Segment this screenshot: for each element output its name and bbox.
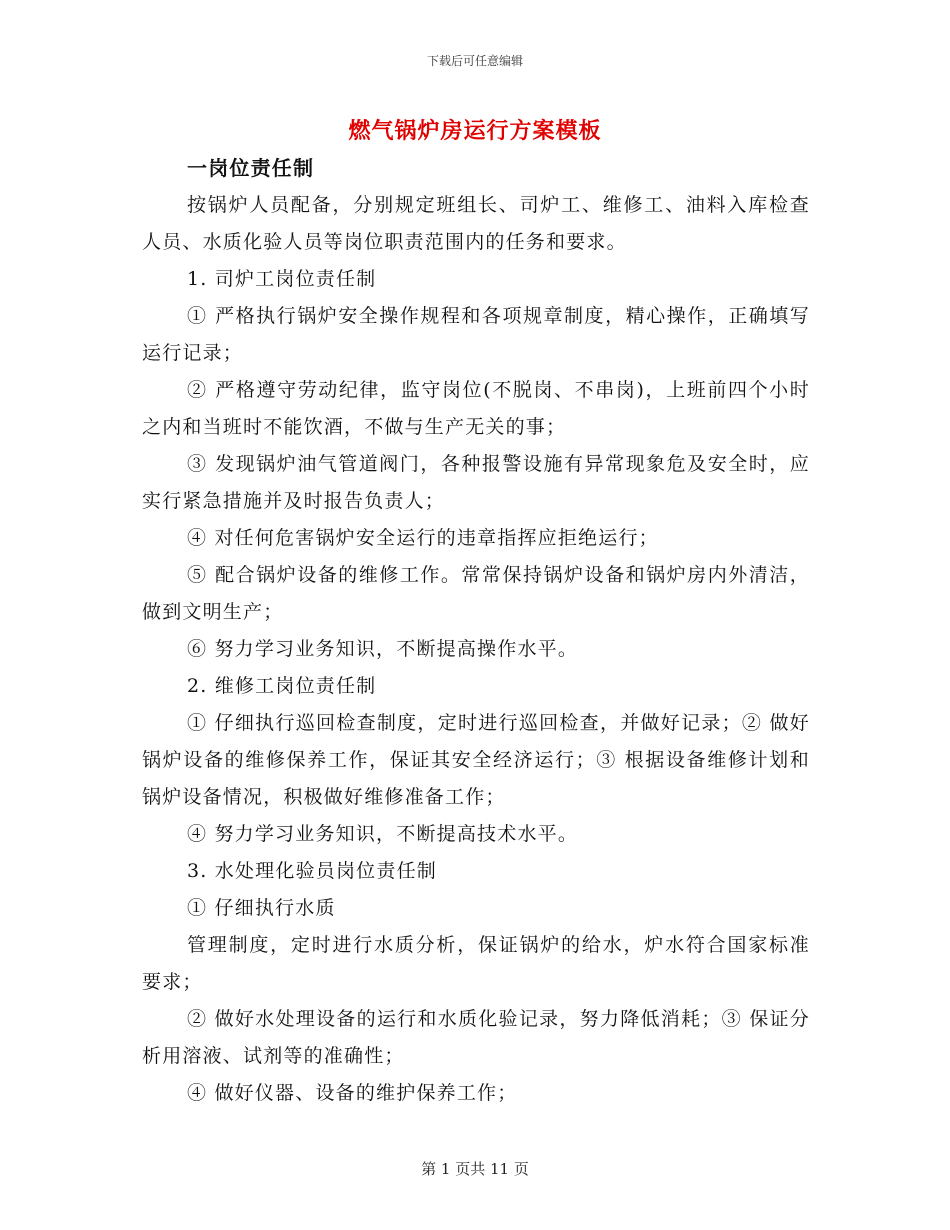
list-item: ③ 发现锅炉油气管道阀门，各种报警设施有异常现象危及安全时，应实行紧急措施并及时报告负责人； xyxy=(142,453,810,512)
page-number: 第 1 页共 11 页 xyxy=(421,1160,529,1178)
list-item: ⑥ 努力学习业务知识，不断提高操作水平。 xyxy=(187,638,579,660)
list-item: ④ 努力学习业务知识，不断提高技术水平。 xyxy=(187,823,579,845)
subsection-heading: 1. 司炉工岗位责任制 xyxy=(187,268,377,290)
document-body xyxy=(142,150,810,1112)
page-header-note: 下载后可任意编辑 xyxy=(426,54,523,68)
list-item: ④ 对任何危害锅炉安全运行的违章指挥应拒绝运行； xyxy=(187,527,659,549)
list-item: ① 仔细执行水质 xyxy=(187,897,336,919)
list-item: ④ 做好仪器、设备的维护保养工作； xyxy=(187,1082,518,1104)
list-item: ② 严格遵守劳动纪律，监守岗位(不脱岗、不串岗)，上班前四个小时之内和当班时不能饮酒，不做与生产无关的事； xyxy=(142,379,810,438)
section-heading: 一岗位责任制 xyxy=(187,156,315,180)
list-item: ① 严格执行锅炉安全操作规程和各项规章制度，精心操作，正确填写运行记录； xyxy=(142,305,810,364)
paragraph: 按锅炉人员配备，分别规定班组长、司炉工、维修工、油料入库检查人员、水质化验人员等岗位职责范围内的任务和要求。 xyxy=(142,194,810,253)
list-item: ① 仔细执行巡回检查制度，定时进行巡回检查，并做好记录；② 做好锅炉设备的维修保养工作，保证其安全经济运行；③ 根据设备维修计划和锅炉设备情况，积极做好维修准备工作； xyxy=(142,712,810,808)
list-item: ⑤ 配合锅炉设备的维修工作。常常保持锅炉设备和锅炉房内外清洁，做到文明生产； xyxy=(142,564,810,623)
document-title: 燃气锅炉房运行方案模板 xyxy=(348,118,602,144)
subsection-heading: 3. 水处理化验员岗位责任制 xyxy=(187,860,437,882)
list-item: ② 做好水处理设备的运行和水质化验记录，努力降低消耗；③ 保证分析用溶液、试剂等的准确性； xyxy=(142,1008,810,1067)
paragraph: 管理制度，定时进行水质分析，保证锅炉的给水，炉水符合国家标准要求； xyxy=(142,934,810,993)
subsection-heading: 2. 维修工岗位责任制 xyxy=(187,675,377,697)
